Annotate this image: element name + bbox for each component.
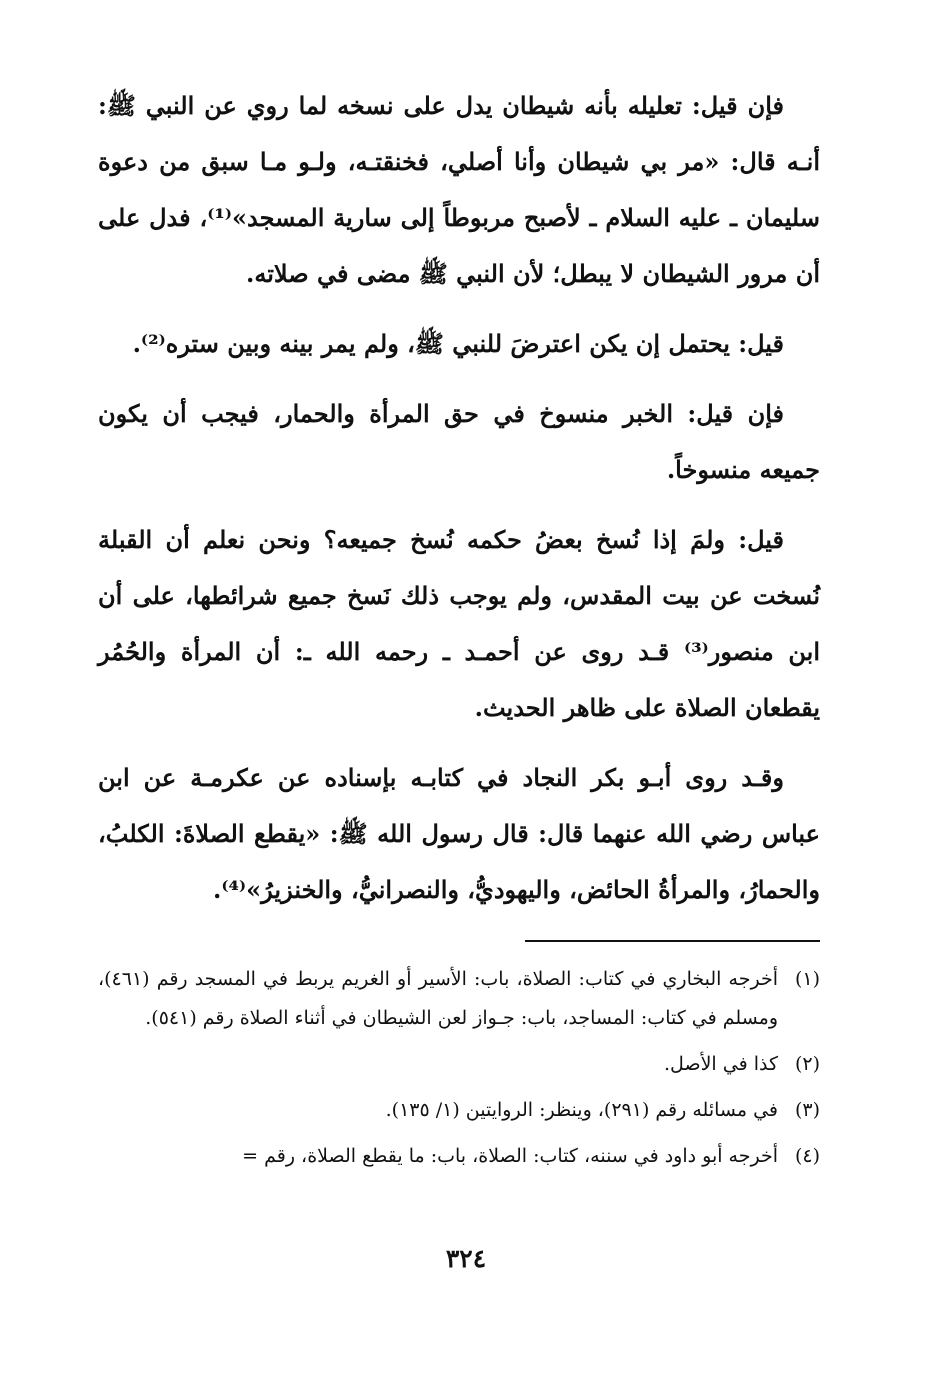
footnote-text: في مسائله رقم (٢٩١)، وينظر: الروايتين (١/ ١٣٥). [385, 1099, 778, 1121]
footnote-1 [98, 960, 820, 1038]
paragraph-najjad-narration: وقـد روى أبـو بكر النجاد في كتابـه بإسناده عن عكرمـة عن ابن عباس رضي الله عنهما قال: قال رسول الله ﷺ: «يقطع الصلاةَ: الكلبُ، والحمارُ، والمرأةُ الحائض، واليهوديُّ، والنصرانيُّ، والخنزيرُ»⁽⁴⁾. [98, 763, 820, 904]
footnote-number: (١) [794, 968, 820, 990]
footnote-number: (٣) [794, 1099, 820, 1121]
footnote-2 [98, 1045, 820, 1084]
page-number: ٣٢٤ [445, 1244, 487, 1273]
footnote-text: أخرجه أبو داود في سننه، كتاب: الصلاة، باب: ما يقطع الصلاة، رقم = [242, 1145, 778, 1167]
book-page [98, 78, 820, 1320]
footnote-3 [98, 1091, 820, 1130]
main-text [98, 78, 820, 918]
footnote-text: كذا في الأصل. [664, 1053, 778, 1075]
paragraph-objection-abrogation: فإن قيل: الخبر منسوخ في حق المرأة والحمار، فيجب أن يكون جميعه منسوخاً. [98, 399, 820, 484]
footnote-text: أخرجه البخاري في كتاب: الصلاة، باب: الأسير أو الغريم يربط في المسجد رقم (٤٦١)، ومسلم في كتاب: المساجد، باب: جـواز لعن الشيطان في أثناء الصلاة رقم (٥٤١). [98, 968, 778, 1029]
footnotes [98, 960, 820, 1176]
paragraph-reply-abrogation: قيل: ولمَ إذا نُسخ بعضُ حكمه نُسخ جميعه؟ ونحن نعلم أن القبلة نُسخت عن بيت المقدس، ولم يوجب ذلك نَسخ جميع شرائطها، على أن ابن منصور⁽³⁾ قـد روى عن أحمـد ـ رحمه الله ـ: أن المرأة والحُمُر يقطعان الصلاة على ظاهر الحديث. [98, 525, 820, 722]
paragraph-reply-satan: قيل: يحتمل إن يكن اعترضَ للنبي ﷺ، ولم يمر بينه وبين ستره⁽²⁾. [132, 329, 784, 358]
footnote-4 [98, 1137, 820, 1176]
paragraph-objection-satan: فإن قيل: تعليله بأنه شيطان يدل على نسخه لما روي عن النبي ﷺ: أنـه قال: «مر بي شيطان وأنا أصلي، فخنقتـه، ولـو مـا سبق من دعوة سليمان ـ عليه السلام ـ لأصبح مربوطاً إلى سارية المسجد»⁽¹⁾، فدل على أن مرور الشيطان لا يبطل؛ لأن النبي ﷺ مضى في صلاته. [98, 91, 820, 288]
footnote-number: (٢) [794, 1053, 820, 1075]
footnote-separator [525, 940, 820, 942]
footnote-number: (٤) [794, 1145, 820, 1167]
